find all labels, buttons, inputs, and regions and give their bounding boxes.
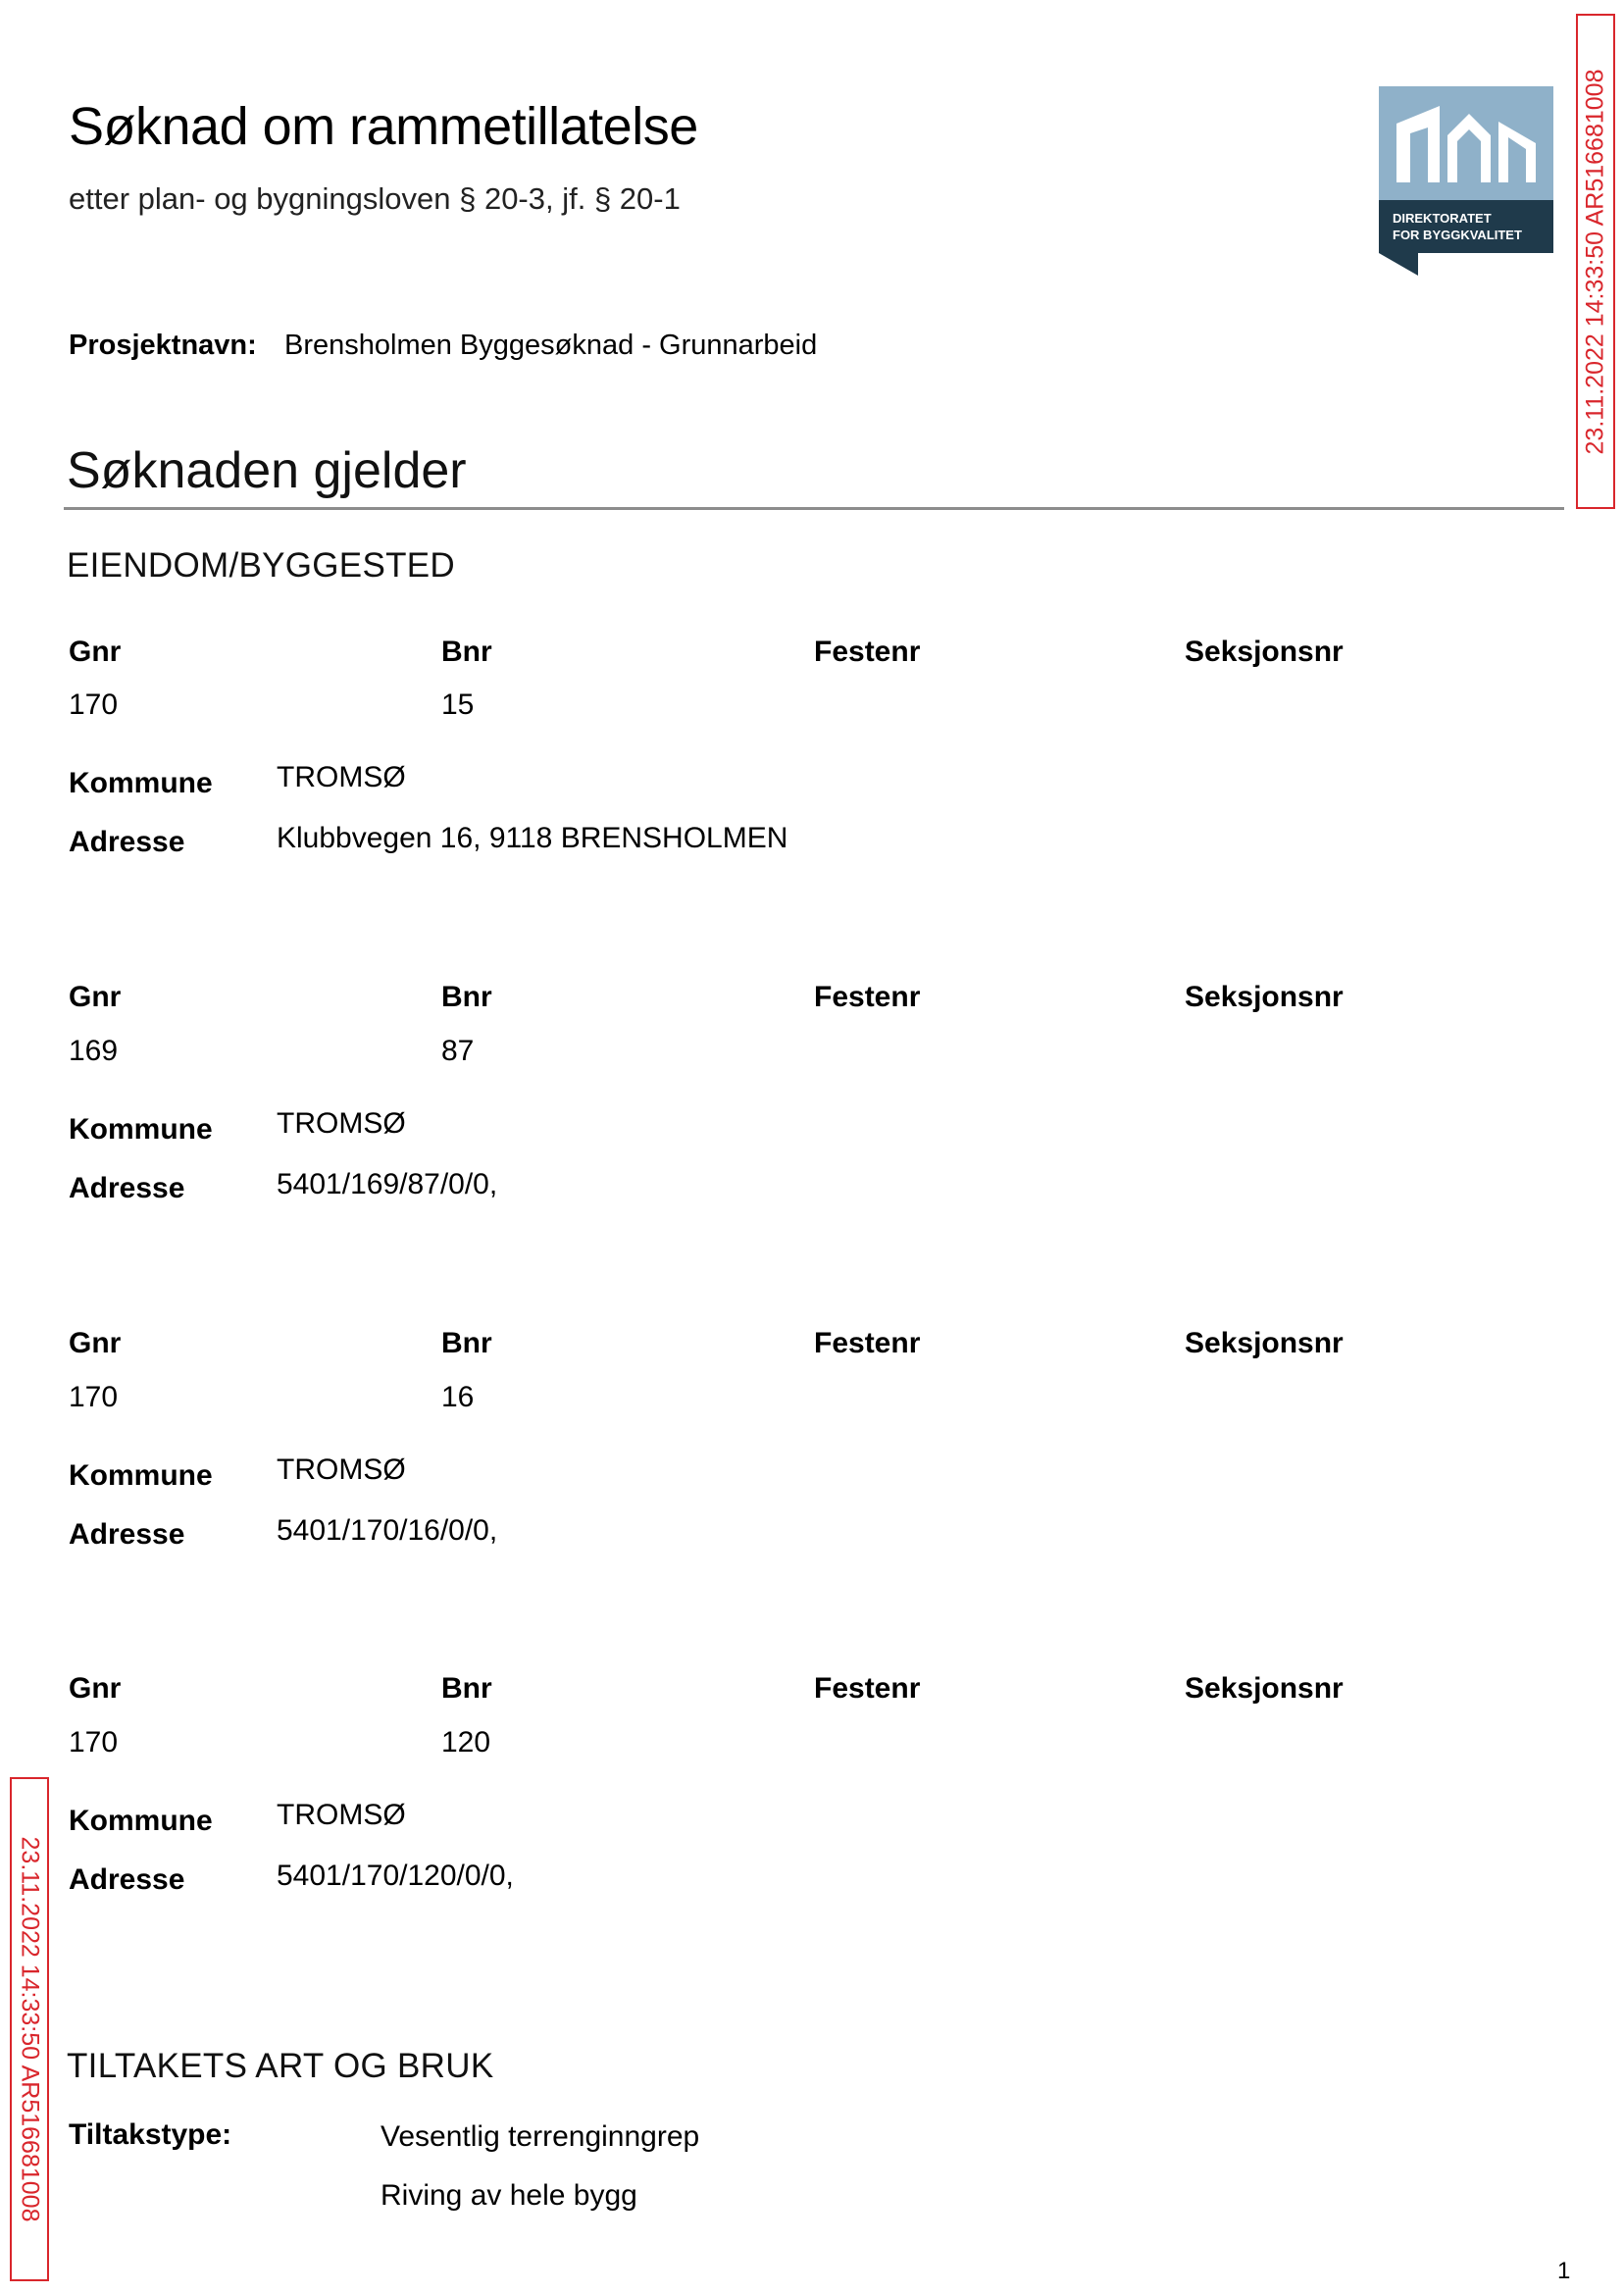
- section-divider: [64, 507, 1564, 510]
- gnr-label: Gnr: [69, 981, 122, 1013]
- logo-line1: DIREKTORATET: [1393, 211, 1492, 226]
- kommune-label: Kommune: [69, 1113, 213, 1146]
- gnr-value: 170: [69, 688, 119, 721]
- measure-heading: TILTAKETS ART OG BRUK: [67, 2047, 494, 2085]
- bnr-value: 15: [441, 688, 475, 721]
- seksjonsnr-label: Seksjonsnr: [1185, 1672, 1344, 1705]
- festenr-label: Festenr: [814, 1672, 921, 1705]
- measure-type-item: Riving av hele bygg: [381, 2179, 637, 2212]
- adresse-value: 5401/169/87/0/0,: [277, 1168, 498, 1200]
- bnr-label: Bnr: [441, 981, 492, 1013]
- property-heading: EIENDOM/BYGGESTED: [67, 546, 455, 585]
- stamp-text: 23.11.2022 14:33:50 AR516681008: [1581, 69, 1609, 454]
- bnr-label: Bnr: [441, 1327, 492, 1359]
- page-number: 1: [1557, 2258, 1571, 2284]
- project-name-value: Brensholmen Byggesøknad - Grunnarbeid: [284, 330, 818, 361]
- adresse-label: Adresse: [69, 826, 185, 858]
- adresse-label: Adresse: [69, 1863, 185, 1896]
- adresse-value: 5401/170/120/0/0,: [277, 1860, 514, 1892]
- kommune-value: TROMSØ: [277, 1799, 406, 1831]
- section-heading: Søknaden gjelder: [67, 442, 467, 499]
- timestamp-stamp-left: [10, 1777, 49, 2281]
- gnr-label: Gnr: [69, 1672, 122, 1705]
- festenr-label: Festenr: [814, 1327, 921, 1359]
- stamp-text: 23.11.2022 14:33:50 AR516681008: [16, 1836, 44, 2222]
- dibk-logo-graphic: [1379, 86, 1553, 276]
- page-title: Søknad om rammetillatelse: [69, 97, 698, 156]
- festenr-label: Festenr: [814, 636, 921, 668]
- logo-line2: FOR BYGGKVALITET: [1393, 228, 1522, 242]
- gnr-label: Gnr: [69, 636, 122, 668]
- measure-type-item: Vesentlig terrenginngrep: [381, 2120, 700, 2153]
- adresse-label: Adresse: [69, 1172, 185, 1204]
- bnr-value: 87: [441, 1035, 475, 1067]
- kommune-label: Kommune: [69, 767, 213, 799]
- gnr-value: 170: [69, 1381, 119, 1413]
- gnr-label: Gnr: [69, 1327, 122, 1359]
- seksjonsnr-label: Seksjonsnr: [1185, 1327, 1344, 1359]
- kommune-value: TROMSØ: [277, 1107, 406, 1140]
- kommune-label: Kommune: [69, 1805, 213, 1837]
- gnr-value: 170: [69, 1726, 119, 1759]
- bnr-label: Bnr: [441, 636, 492, 668]
- adresse-value: Klubbvegen 16, 9118 BRENSHOLMEN: [277, 822, 788, 854]
- bnr-label: Bnr: [441, 1672, 492, 1705]
- timestamp-stamp-right: [1576, 14, 1615, 509]
- dibk-logo: [1379, 86, 1553, 276]
- festenr-label: Festenr: [814, 981, 921, 1013]
- page-subtitle: etter plan- og bygningsloven § 20-3, jf. § 20-1: [69, 181, 681, 216]
- adresse-label: Adresse: [69, 1518, 185, 1551]
- adresse-value: 5401/170/16/0/0,: [277, 1514, 498, 1547]
- kommune-value: TROMSØ: [277, 1453, 406, 1486]
- measure-type-label: Tiltakstype:: [69, 2118, 232, 2151]
- project-name-label: Prosjektnavn:: [69, 330, 257, 361]
- seksjonsnr-label: Seksjonsnr: [1185, 636, 1344, 668]
- kommune-label: Kommune: [69, 1459, 213, 1492]
- kommune-value: TROMSØ: [277, 761, 406, 793]
- bnr-value: 16: [441, 1381, 475, 1413]
- seksjonsnr-label: Seksjonsnr: [1185, 981, 1344, 1013]
- bnr-value: 120: [441, 1726, 491, 1759]
- gnr-value: 169: [69, 1035, 119, 1067]
